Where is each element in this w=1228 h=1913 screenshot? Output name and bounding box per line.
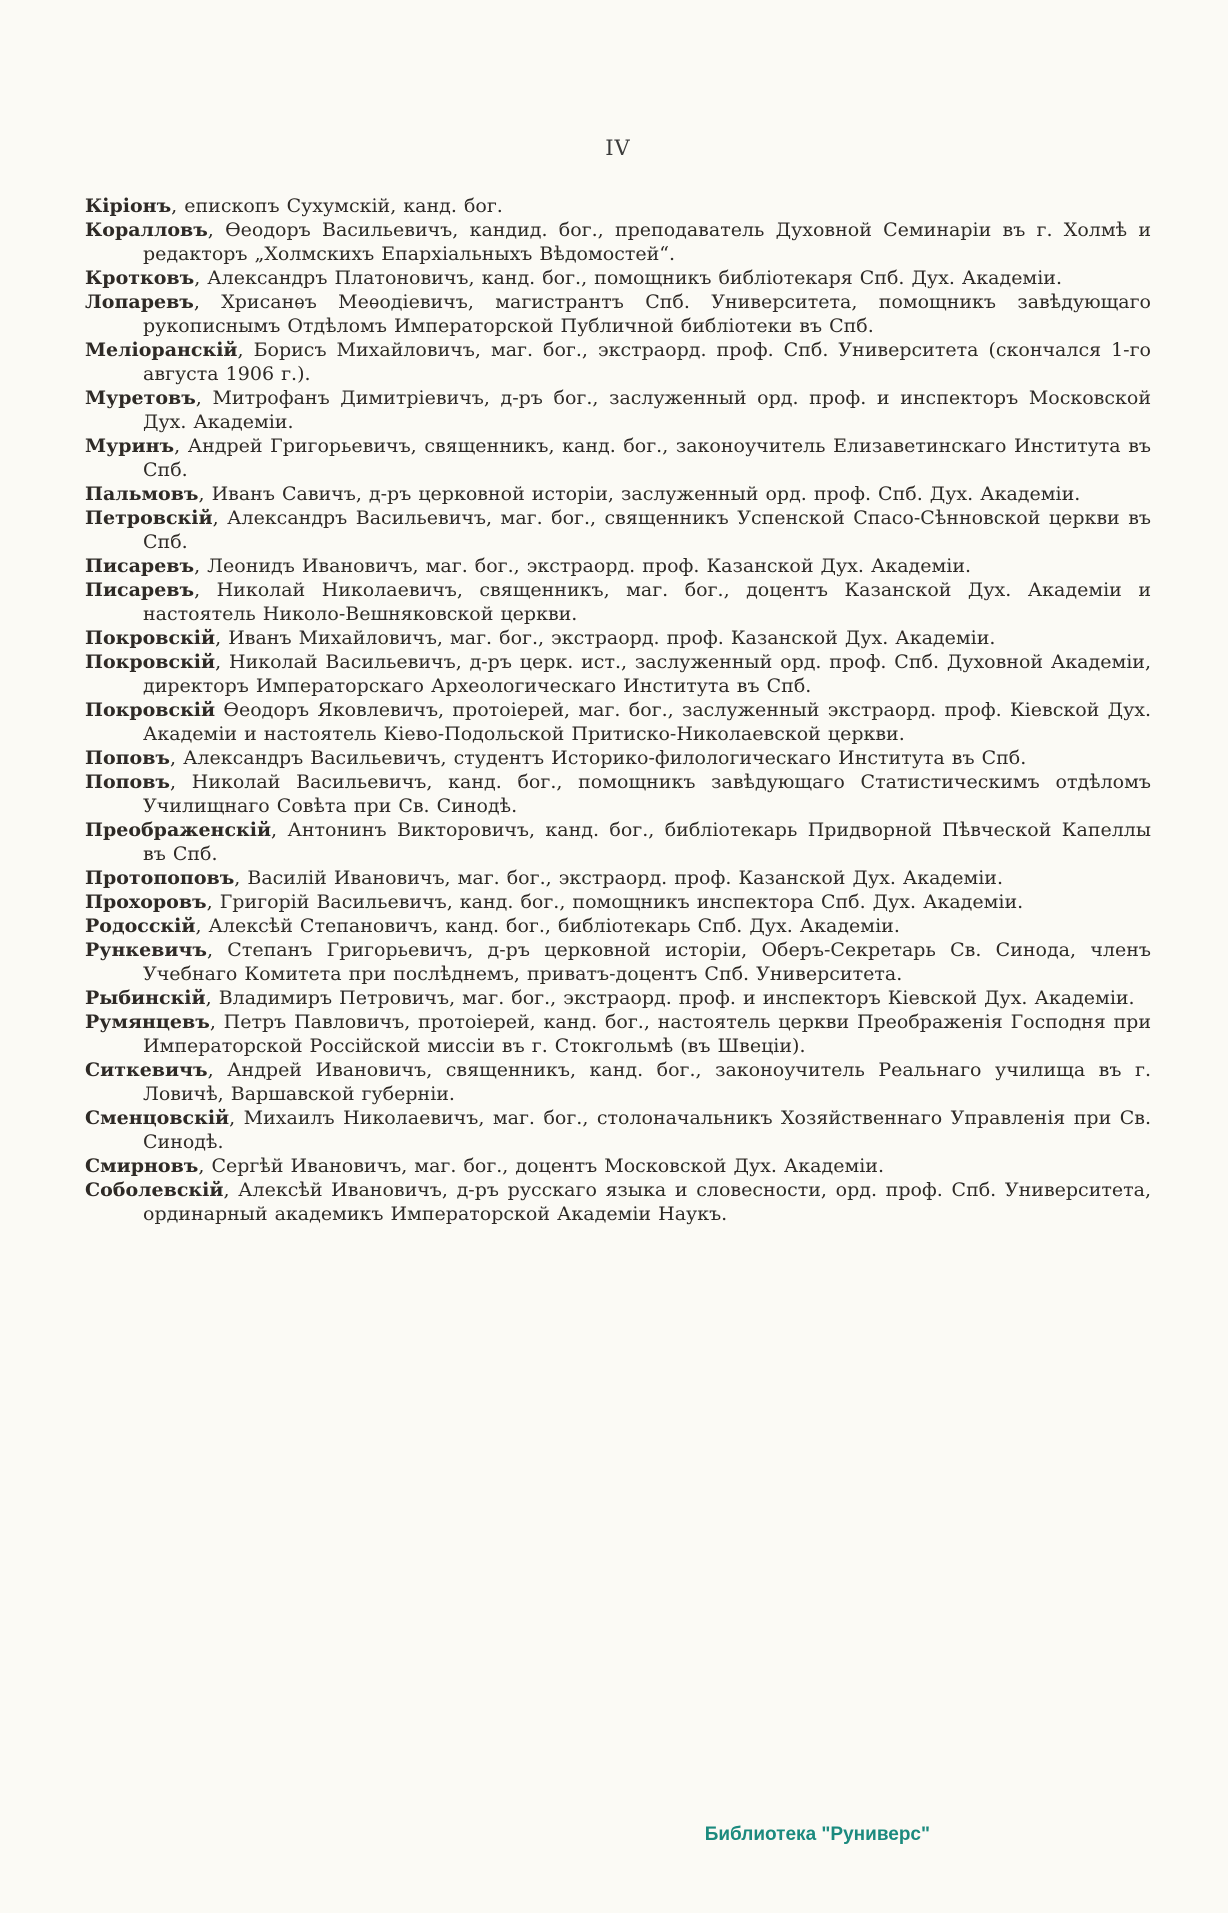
entry-surname: Рыбинскій bbox=[85, 987, 206, 1009]
entry-details: , Хрисанѳъ Меѳодіевичъ, магистрантъ Спб. Университета, помощникъ завѣдующаго рукописнымъ Отдѣломъ Императорской Публичной библіотеки въ Спб. bbox=[143, 291, 1151, 337]
entry-surname: Писаревъ bbox=[85, 555, 195, 577]
entry-details: , Степанъ Григорьевичъ, д-ръ церковной исторіи, Оберъ-Секретарь Св. Синода, членъ Учебнаго Комитета при послѣднемъ, приватъ-доцентъ Спб. Университета. bbox=[143, 939, 1151, 985]
entry-details: , Митрофанъ Димитріевичъ, д-ръ бог., заслуженный орд. проф. и инспекторъ Московской Дух. Академіи. bbox=[143, 387, 1151, 433]
entry-surname: Писаревъ bbox=[85, 579, 195, 601]
directory-entry bbox=[85, 986, 1151, 1010]
entry-surname: Покровскій bbox=[85, 627, 216, 649]
entry-details: , Антонинъ Викторовичъ, канд. бог., библіотекарь Придворной Пѣвческой Капеллы въ Спб. bbox=[143, 819, 1151, 865]
directory-entry bbox=[85, 338, 1151, 386]
entry-details: , Алексѣй Ивановичъ, д-ръ русскаго языка и словесности, орд. проф. Спб. Университета, ординарный академикъ Императорской Академіи Наукъ. bbox=[143, 1179, 1151, 1225]
directory-entry bbox=[85, 482, 1151, 506]
entry-details: , епископъ Сухумскій, канд. бог. bbox=[171, 195, 503, 217]
directory-entry bbox=[85, 554, 1151, 578]
entry-details: , Михаилъ Николаевичъ, маг. бог., столоначальникъ Хозяйственнаго Управленія при Св. Синодѣ. bbox=[143, 1107, 1151, 1153]
entry-surname: Румянцевъ bbox=[85, 1011, 210, 1033]
directory-entry bbox=[85, 266, 1151, 290]
directory-entry bbox=[85, 1178, 1151, 1226]
directory-list bbox=[85, 194, 1151, 1226]
entry-surname: Коралловъ bbox=[85, 219, 208, 241]
directory-entry bbox=[85, 938, 1151, 986]
entry-details: , Григорій Васильевичъ, канд. бог., помощникъ инспектора Спб. Дух. Академіи. bbox=[206, 891, 1024, 913]
directory-entry bbox=[85, 218, 1151, 266]
directory-entry bbox=[85, 506, 1151, 554]
entry-details: , Александръ Платоновичъ, канд. бог., помощникъ библіотекаря Спб. Дух. Академіи. bbox=[194, 267, 1062, 289]
entry-surname: Петровскій bbox=[85, 507, 213, 529]
entry-details: , Иванъ Михайловичъ, маг. бог., экстраорд. проф. Казанской Дух. Академіи. bbox=[215, 627, 996, 649]
directory-entry bbox=[85, 770, 1151, 818]
entry-surname: Родосскій bbox=[85, 915, 196, 937]
entry-surname: Пальмовъ bbox=[85, 483, 199, 505]
entry-surname: Протопоповъ bbox=[85, 867, 235, 889]
directory-entry bbox=[85, 626, 1151, 650]
directory-entry bbox=[85, 1010, 1151, 1058]
entry-details: , Василій Ивановичъ, маг. бог., экстраорд. проф. Казанской Дух. Академіи. bbox=[234, 867, 1004, 889]
directory-entry bbox=[85, 290, 1151, 338]
entry-surname: Соболевскій bbox=[85, 1179, 224, 1201]
entry-surname: Муринъ bbox=[85, 435, 175, 457]
entry-details: , Николай Васильевичъ, канд. бог., помощникъ завѣдующаго Статистическимъ отдѣломъ Училищнаго Совѣта при Св. Синодѣ. bbox=[143, 771, 1151, 817]
directory-entry bbox=[85, 578, 1151, 626]
directory-entry bbox=[85, 1058, 1151, 1106]
directory-entry bbox=[85, 386, 1151, 434]
directory-entry bbox=[85, 818, 1151, 866]
entry-surname: Лопаревъ bbox=[85, 291, 194, 313]
entry-surname: Кротковъ bbox=[85, 267, 195, 289]
entry-surname: Поповъ bbox=[85, 771, 170, 793]
entry-surname: Смирновъ bbox=[85, 1155, 199, 1177]
entry-details: Ѳеодоръ Яковлевичъ, протоіерей, маг. бог., заслуженный экстраорд. проф. Кіевской Дух. Академіи и настоятель Кіево-Подольской Притиско-Николаевской церкви. bbox=[143, 699, 1151, 745]
entry-surname: Муретовъ bbox=[85, 387, 196, 409]
entry-details: , Алексѣй Степановичъ, канд. бог., библіотекарь Спб. Дух. Академіи. bbox=[195, 915, 900, 937]
directory-entry bbox=[85, 434, 1151, 482]
entry-details: , Владимиръ Петровичъ, маг. бог., экстраорд. проф. и инспекторъ Кіевской Дух. Академіи. bbox=[205, 987, 1135, 1009]
entry-details: , Иванъ Савичъ, д-ръ церковной исторіи, заслуженный орд. проф. Спб. Дух. Академіи. bbox=[198, 483, 1081, 505]
entry-details: , Александръ Васильевичъ, студентъ Историко-филологическаго Института въ Спб. bbox=[169, 747, 1027, 769]
directory-entry bbox=[85, 194, 1151, 218]
entry-surname: Покровскій bbox=[85, 699, 216, 721]
entry-details: , Андрей Ивановичъ, священникъ, канд. бог., законоучитель Реальнаго училища въ г. Ловичѣ, Варшавской губерніи. bbox=[143, 1059, 1151, 1105]
entry-surname: Преображенскій bbox=[85, 819, 272, 841]
entry-surname: Покровскій bbox=[85, 651, 216, 673]
directory-entry bbox=[85, 1154, 1151, 1178]
entry-details: , Борисъ Михайловичъ, маг. бог., экстраорд. проф. Спб. Университета (скончался 1-го августа 1906 г.). bbox=[143, 339, 1151, 385]
entry-surname: Ситкевичъ bbox=[85, 1059, 208, 1081]
directory-entry bbox=[85, 1106, 1151, 1154]
entry-details: , Александръ Васильевичъ, маг. бог., священникъ Успенской Спасо-Сѣнновской церкви въ Спб. bbox=[143, 507, 1151, 553]
library-watermark: Библиотека "Руниверс" bbox=[704, 1824, 930, 1845]
directory-entry bbox=[85, 866, 1151, 890]
directory-entry bbox=[85, 890, 1151, 914]
entry-surname: Сменцовскій bbox=[85, 1107, 230, 1129]
entry-details: , Андрей Григорьевичъ, священникъ, канд. бог., законоучитель Елизаветинскаго Института въ Спб. bbox=[143, 435, 1151, 481]
entry-surname: Кіріонъ bbox=[85, 195, 172, 217]
directory-entry bbox=[85, 746, 1151, 770]
directory-entry bbox=[85, 698, 1151, 746]
entry-surname: Прохоровъ bbox=[85, 891, 207, 913]
entry-details: , Петръ Павловичъ, протоіерей, канд. бог., настоятель церкви Преображенія Господня при Императорской Россійской миссіи въ г. Стокгольмѣ (въ Швеціи). bbox=[143, 1011, 1151, 1057]
entry-surname: Меліоранскій bbox=[85, 339, 238, 361]
entry-details: , Ѳеодоръ Васильевичъ, кандид. бог., преподаватель Духовной Семинаріи въ г. Холмѣ и редакторъ „Холмскихъ Епархіальныхъ Вѣдомостей“. bbox=[143, 219, 1151, 265]
entry-surname: Рункевичъ bbox=[85, 939, 207, 961]
entry-surname: Поповъ bbox=[85, 747, 170, 769]
directory-entry bbox=[85, 650, 1151, 698]
page-number: IV bbox=[605, 136, 631, 160]
entry-details: , Сергѣй Ивановичъ, маг. бог., доцентъ Московской Дух. Академіи. bbox=[198, 1155, 885, 1177]
directory-entry bbox=[85, 914, 1151, 938]
entry-details: , Николай Васильевичъ, д-ръ церк. ист., заслуженный орд. проф. Спб. Духовной Академіи, директоръ Императорскаго Археологическаго Института въ Спб. bbox=[143, 651, 1151, 697]
entry-details: , Леонидъ Ивановичъ, маг. бог., экстраорд. проф. Казанской Дух. Академіи. bbox=[194, 555, 972, 577]
entry-details: , Николай Николаевичъ, священникъ, маг. бог., доцентъ Казанской Дух. Академіи и настоятель Николо-Вешняковской церкви. bbox=[143, 579, 1151, 625]
